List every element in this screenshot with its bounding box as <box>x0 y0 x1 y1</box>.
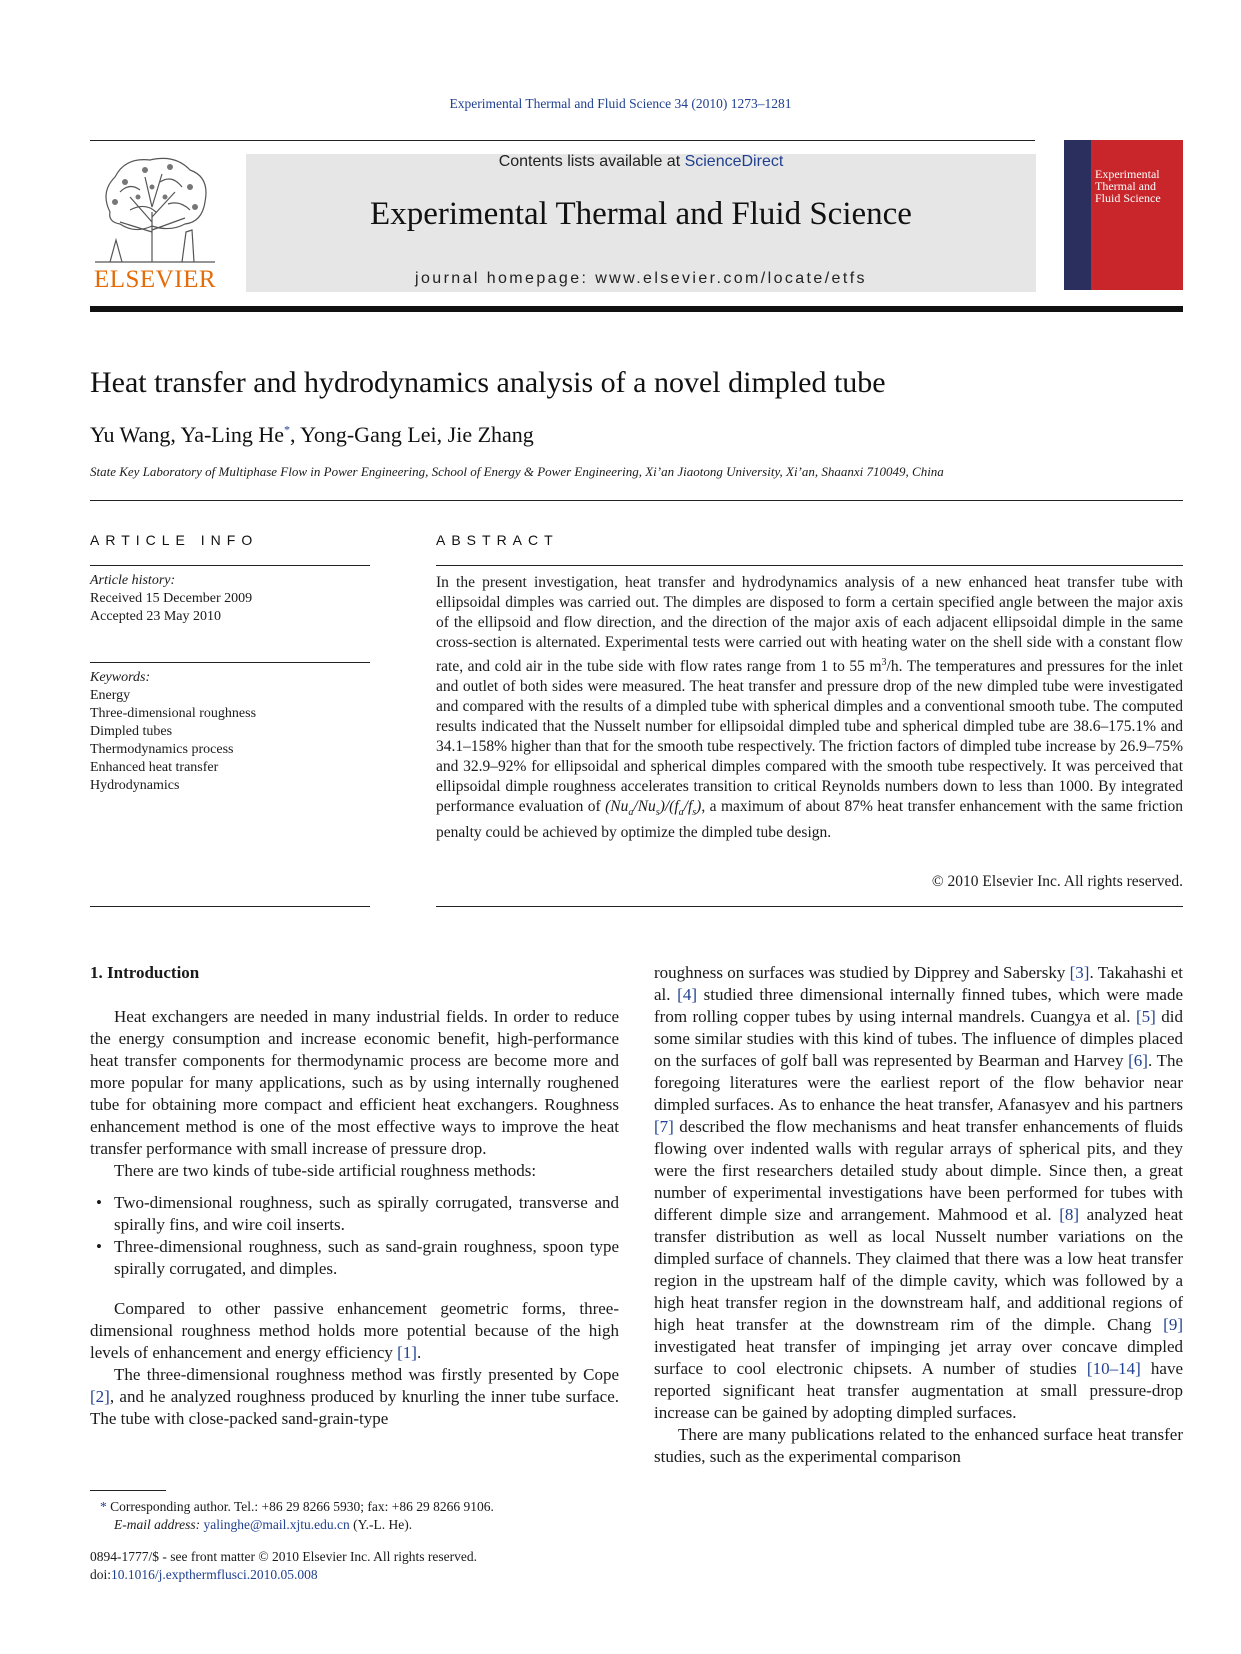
keyword: Thermodynamics process <box>90 742 234 757</box>
list-item <box>90 1236 619 1280</box>
body-left-column <box>90 962 619 1430</box>
formula-part: s <box>655 807 660 819</box>
paragraph <box>654 962 1183 1424</box>
keyword: Three-dimensional roughness <box>90 706 257 721</box>
reference-link[interactable]: [5] <box>1135 1007 1156 1026</box>
formula-part: (Nu <box>605 798 629 816</box>
keywords-label: Keywords: <box>90 670 151 685</box>
formula-part: ) <box>696 798 702 816</box>
cover-band <box>1064 140 1091 290</box>
spacer <box>90 1290 619 1298</box>
formula-part: a <box>628 807 634 819</box>
article-history <box>90 572 370 626</box>
history-label: Article history: <box>90 573 176 588</box>
cover-title-line: Thermal and <box>1095 179 1156 193</box>
formula-part: a <box>678 807 684 819</box>
keyword: Enhanced heat transfer <box>90 760 219 775</box>
reference-link[interactable]: [6] <box>1128 1051 1148 1070</box>
cover-title-line: Fluid Science <box>1095 191 1161 205</box>
cover-title <box>1095 168 1161 204</box>
footnote <box>100 1498 620 1534</box>
footnote-marker: * <box>100 1499 107 1514</box>
formula-part: s <box>692 807 697 819</box>
list-item <box>90 1192 619 1236</box>
reference-link[interactable]: [10–14] <box>1086 1359 1141 1378</box>
doi-link[interactable]: 10.1016/j.expthermflusci.2010.05.008 <box>111 1567 318 1582</box>
reference-link[interactable]: [8] <box>1059 1205 1080 1224</box>
paragraph: There are many publications related to the enhanced surface heat transfer studies, such as the experimental comparison <box>654 1425 1183 1466</box>
journal-citation[interactable]: Experimental Thermal and Fluid Science 34 (2010) 1273–1281 <box>449 96 792 111</box>
reference-link[interactable]: [3] <box>1069 963 1090 982</box>
text-part: described the flow mechanisms and heat transfer enhancements of fluids flowing over indented walls with regular arrays of spherical pits, and they were the first researchers detailed study about dimple. Since then, a great number of experimental investigations have been performed for tubes with different dimple size and arrangement. Mahmood et al. <box>654 1117 1183 1224</box>
paragraph <box>90 1298 619 1364</box>
affiliation: State Key Laboratory of Multiphase Flow in Power Engineering, School of Energy & Power Engineering, Xi’an Jiaotong University, Xi’an, Shaanxi 710049, China <box>90 464 944 479</box>
spacer <box>90 984 619 1006</box>
contents-prefix: Contents lists available at <box>498 153 685 170</box>
formula-part: )/(f <box>659 798 679 816</box>
issn-line: 0894-1777/$ - see front matter © 2010 Elsevier Inc. All rights reserved. <box>90 1549 478 1564</box>
text-part: roughness on surfaces was studied by Dipprey and Sabersky <box>654 963 1070 982</box>
article-info-heading: ARTICLE INFO <box>90 532 259 548</box>
abstract-heading: ABSTRACT <box>436 532 559 548</box>
corresponding-author-marker[interactable]: * <box>283 422 290 437</box>
reference-link[interactable]: [9] <box>1163 1315 1183 1334</box>
list-item-text: Two-dimensional roughness, such as spirally corrugated, transverse and spirally fins, and wire coil inserts. <box>114 1193 619 1234</box>
list-item-text: Three-dimensional roughness, such as sand-grain roughness, spoon type spirally corrugated, and dimples. <box>114 1237 619 1278</box>
footnote-rule <box>90 1490 166 1491</box>
info-rule <box>90 662 370 663</box>
header-rule <box>90 140 1035 141</box>
section-heading: 1. Introduction <box>90 963 200 982</box>
email-line <box>100 1516 620 1534</box>
keyword: Dimpled tubes <box>90 724 173 739</box>
formula-part: /f <box>683 798 693 816</box>
abstract-copyright: © 2010 Elsevier Inc. All rights reserved. <box>931 873 1183 890</box>
footnote-text: Corresponding author. Tel.: +86 29 8266 5930; fax: +86 29 8266 9106. <box>106 1499 494 1514</box>
authors-first: Yu Wang, Ya-Ling He <box>90 422 284 447</box>
journal-title: Experimental Thermal and Fluid Science <box>370 196 912 232</box>
abstract-rule <box>436 906 1183 907</box>
header-thick-rule <box>90 306 1183 312</box>
abstract-rule <box>436 565 1183 566</box>
abstract-part: /h. The temperatures and pressures for the inlet and outlet of both sides were measured. The heat transfer and pressure drop of the new dimpled tube were investigated and compared with the results of a dimpled tube with spherical dimples and a conventional smooth tube. The computed results indicated that the Nusselt number for ellipsoidal dimpled tube and spherical dimpled tube are 38.6–175.1% and 34.1–158% higher than that for the smooth tube respectively. The friction factors of dimpled tube increase by 26.9–75% and 32.9–92% for ellipsoidal and spherical dimples compared with the smooth tube respectively. It was perceived that ellipsoidal dimple roughness accelerates transition to critical Reynolds numbers down to less than 1000. By integrated performance evaluation of <box>436 658 1183 816</box>
reference-link[interactable]: [2] <box>90 1387 110 1406</box>
title-rule <box>90 500 1183 501</box>
author-list <box>90 422 534 448</box>
received-date: Received 15 December 2009 <box>90 591 253 606</box>
text-part: The three-dimensional roughness method was firstly presented by Cope <box>114 1365 619 1384</box>
performance-formula <box>605 798 702 819</box>
article-title: Heat transfer and hydrodynamics analysis of a novel dimpled tube <box>90 366 886 399</box>
elsevier-wordmark: ELSEVIER <box>93 266 217 293</box>
journal-homepage[interactable]: journal homepage: www.elsevier.com/locate/etfs <box>415 270 867 287</box>
accepted-date: Accepted 23 May 2010 <box>90 609 222 624</box>
text-part: studied three dimensional internally finned tubes, which were made from rolling copper tubes by using internal mandrels. Cuangya et al. <box>654 985 1183 1026</box>
email-suffix: (Y.-L. He). <box>349 1517 413 1532</box>
paragraph <box>90 1364 619 1430</box>
keyword: Energy <box>90 688 131 703</box>
text-part: did some similar studies with this kind of tubes. The influence of dimples placed on the surfaces of golf ball was represented by Bearman and Harvey <box>654 1007 1183 1070</box>
body-right-column <box>654 962 1183 1468</box>
reference-link[interactable]: [1] <box>397 1343 417 1362</box>
text-part: . Takahashi et al. <box>654 963 1183 1004</box>
bullet-list <box>90 1192 619 1280</box>
text-part: . <box>416 1343 422 1362</box>
corresponding-author-note <box>100 1498 620 1516</box>
journal-cover-thumbnail[interactable] <box>1064 140 1183 290</box>
superscript: 3 <box>881 657 887 668</box>
abstract-text <box>436 573 1183 843</box>
cover-title-line: Experimental <box>1095 167 1160 181</box>
reference-link[interactable]: [7] <box>654 1117 674 1136</box>
keyword: Hydrodynamics <box>90 778 180 793</box>
formula-part: /Nu <box>633 798 656 816</box>
bullet-icon: • <box>96 1237 102 1256</box>
front-matter <box>90 1548 650 1584</box>
keywords-block <box>90 669 370 795</box>
text-part: , and he analyzed roughness produced by knurling the inner tube surface. The tube with close-packed sand-grain-type <box>90 1387 619 1428</box>
text-part: have reported significant heat transfer augmentation at small pressure-drop increase can be gained by adopting dimpled surfaces. <box>654 1359 1184 1422</box>
journal-banner <box>246 154 1036 292</box>
abstract-part: , a maximum of about 87% heat transfer enhancement with the same friction penalty could be achieved by optimize the dimpled tube design. <box>436 798 1183 842</box>
text-part: investigated heat transfer of impinging jet array over concave dimpled surface to cool electronic chipsets. A number of studies <box>654 1337 1183 1378</box>
authors-rest: , Yong-Gang Lei, Jie Zhang <box>289 422 534 447</box>
contents-line <box>246 153 1036 171</box>
email-label: E-mail address: <box>114 1517 204 1532</box>
text-part: Compared to other passive enhancement geometric forms, three-dimensional roughness method holds more potential because of the high levels of enhancement and energy efficiency <box>90 1299 619 1362</box>
info-rule <box>90 565 370 566</box>
text-part: . The foregoing literatures were the earliest report of the flow behavior near dimpled surfaces. As to enhance the heat transfer, Afanasyev and his partners <box>654 1051 1184 1114</box>
abstract-part: In the present investigation, heat transfer and hydrodynamics analysis of a new enhanced heat transfer tube with ellipsoidal dimples was carried out. The dimples are disposed to form a certain specified angle between the major axis of the ellipsoid and flow direction, and the direction of the major axis of each adjacent ellipsoidal dimple in the same cross-section is alternated. Experimental tests were carried out with heating water on the shell side with a constant flow rate, and cold air in the tube side with flow rates range from 1 to 55 m <box>436 574 1183 676</box>
text-part: analyzed heat transfer distribution as well as local Nusselt number variations on the dimpled surface of channels. They claimed that there was a low heat transfer region in the upstream half of the dimple cavity, which was followed by a high heat transfer region in the downstream half, and additional regions of high heat transfer at the downstream rim of the dimple. Chang <box>654 1205 1183 1334</box>
sciencedirect-link[interactable]: ScienceDirect <box>684 153 784 170</box>
reference-link[interactable]: [4] <box>677 985 697 1004</box>
doi-label: doi: <box>90 1567 112 1582</box>
email-link[interactable]: yalinghe@mail.xjtu.edu.cn <box>203 1517 350 1532</box>
bullet-icon: • <box>96 1193 102 1212</box>
paragraph: There are two kinds of tube-side artificial roughness methods: <box>114 1161 537 1180</box>
doi-line <box>90 1566 650 1584</box>
info-rule <box>90 906 370 907</box>
paragraph: Heat exchangers are needed in many industrial fields. In order to reduce the energy consumption and increase economic benefit, high-performance heat transfer components for thermodynamic process are become more and more popular for many applications, such as by using internally roughened tube for obtaining more compact and efficient heat exchangers. Roughness enhancement method is one of the most effective ways to improve the heat transfer performance with small increase of pressure drop. <box>90 1007 619 1158</box>
